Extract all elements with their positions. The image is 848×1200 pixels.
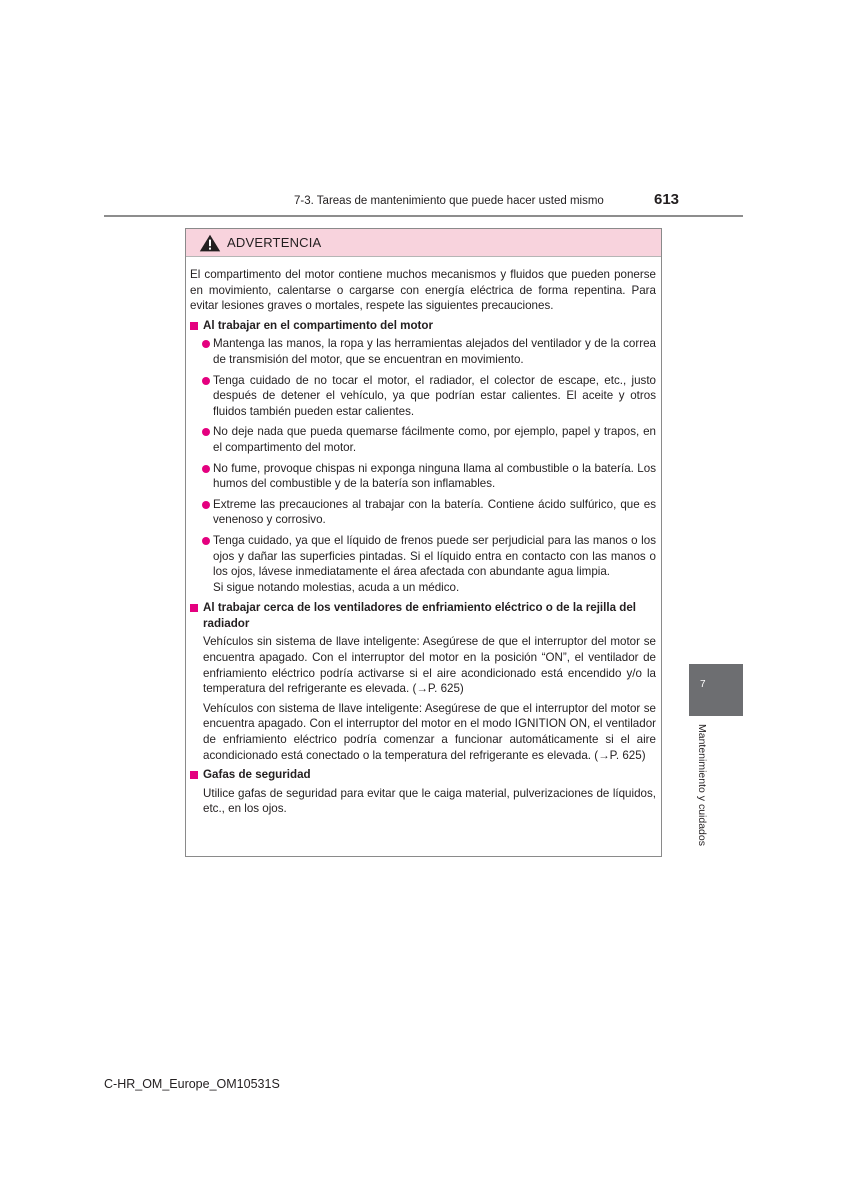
warning-triangle-icon bbox=[199, 234, 221, 252]
page-number: 613 bbox=[654, 191, 680, 208]
warning-header bbox=[186, 229, 661, 257]
bullet-dot-icon bbox=[202, 377, 210, 385]
section-title: 7-3. Tareas de mantenimiento que puede hacer usted mismo bbox=[294, 195, 604, 207]
list-item: Tenga cuidado de no tocar el motor, el radiador, el colector de escape, etc., justo después de detener el vehículo, ya que podrían estar calientes. El aceite y otros fluidos también pueden estar calientes. bbox=[202, 373, 656, 420]
warning-title: ADVERTENCIA bbox=[227, 235, 322, 250]
header-divider bbox=[104, 215, 743, 217]
safety-glasses-paragraph: Utilice gafas de seguridad para evitar que le caiga material, pulverizaciones de líquidos, etc., en los ojos. bbox=[203, 786, 656, 816]
list-item: Extreme las precauciones al trabajar con la batería. Contiene ácido sulfúrico, que es venenoso y corrosivo. bbox=[202, 497, 656, 528]
document-code: C-HR_OM_Europe_OM10531S bbox=[104, 1077, 280, 1091]
list-item: No deje nada que pueda quemarse fácilmente como, por ejemplo, papel y trapos, en el compartimento del motor. bbox=[202, 424, 656, 455]
section-heading-engine-compartment: Al trabajar en el compartimento del motor bbox=[190, 318, 656, 334]
chapter-number: 7 bbox=[700, 679, 706, 690]
bullet-dot-icon bbox=[202, 340, 210, 348]
bullet-dot-icon bbox=[202, 465, 210, 473]
warning-body bbox=[186, 257, 661, 817]
section-square-icon bbox=[190, 604, 198, 612]
cooling-fan-paragraph: Vehículos sin sistema de llave inteligente: Asegúrese de que el interruptor del motor se encuentra apagado. Con el interruptor del motor en la posición “ON”, el ventilador de enfriamiento eléctrico podría activarse si el aire acondicionado está encendido y/o la temperatura del refrigerante es elevada. (→P. 625) bbox=[203, 635, 656, 696]
section-heading-cooling-fans: Al trabajar cerca de los ventiladores de enfriamiento eléctrico o de la rejilla del radiador bbox=[190, 600, 656, 631]
cooling-fan-paragraph: Vehículos con sistema de llave inteligente: Asegúrese de que el interruptor del motor se encuentra apagado. Con el interruptor del motor en el modo IGNITION ON, el ventilador de enfriamiento eléctrico podría comenzar a funcionar automáticamente si el aire acondicionado está conectado o la temperatura del refrigerante es elevada. (→P. 625) bbox=[203, 701, 656, 762]
bullet-dot-icon bbox=[202, 537, 210, 545]
section-square-icon bbox=[190, 771, 198, 779]
list-item: No fume, provoque chispas ni exponga ninguna llama al combustible o la batería. Los humos del combustible y de la batería son inflamables. bbox=[202, 461, 656, 492]
chapter-title: Mantenimiento y cuidados bbox=[696, 724, 708, 846]
section-heading-safety-glasses: Gafas de seguridad bbox=[190, 767, 656, 783]
list-item: Tenga cuidado, ya que el líquido de frenos puede ser perjudicial para las manos o los ojos y dañar las superficies pintadas. Si el líquido entra en contacto con las manos o los ojos, lávese inmediatamente el área afectada con abundante agua limpia. Si sigue notando molestias, acuda a un médico. bbox=[202, 533, 656, 595]
chapter-tab[interactable] bbox=[689, 664, 743, 716]
bullet-dot-icon bbox=[202, 501, 210, 509]
warning-intro: El compartimento del motor contiene muchos mecanismos y fluidos que pueden ponerse en movimiento, calentarse o cargarse con energía eléctrica de forma repentina. Para evitar lesiones graves o mortales, respete las siguientes precauciones. bbox=[190, 268, 656, 313]
warning-box bbox=[185, 228, 662, 857]
section-square-icon bbox=[190, 322, 198, 330]
engine-precautions-list bbox=[190, 336, 656, 595]
bullet-dot-icon bbox=[202, 428, 210, 436]
list-item: Mantenga las manos, la ropa y las herramientas alejados del ventilador y de la correa de transmisión del motor, que se encuentran en movimiento. bbox=[202, 336, 656, 367]
